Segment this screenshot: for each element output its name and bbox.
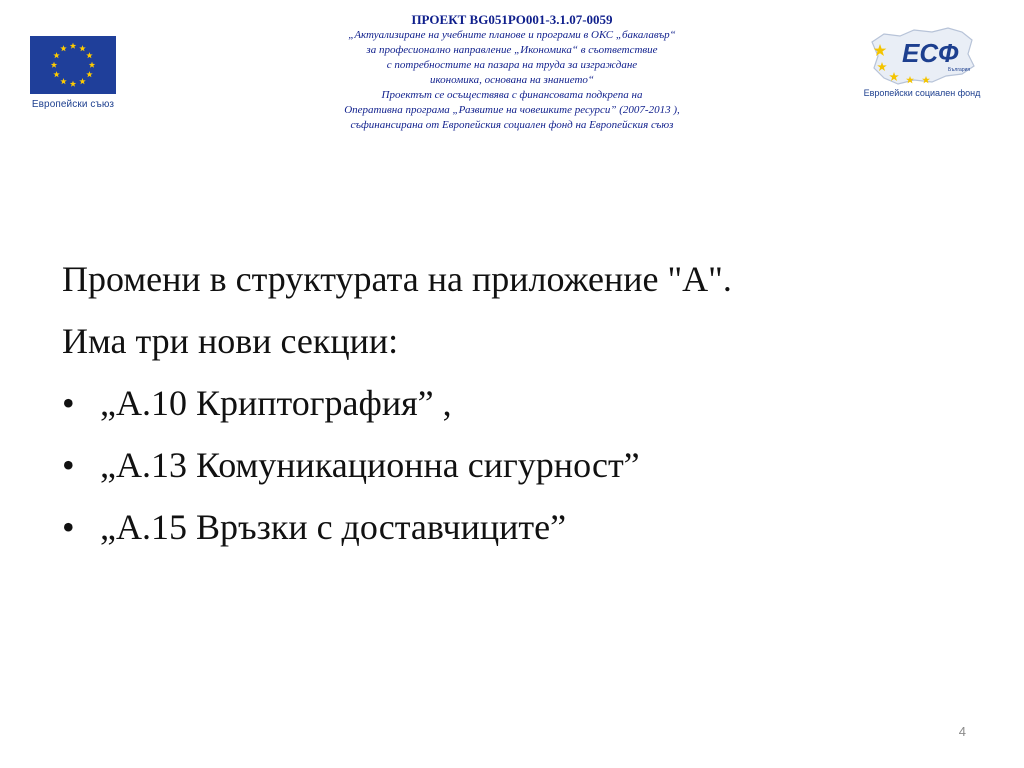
content-intro-line: Има три нови секции: <box>62 321 399 361</box>
list-item-text: „А.13 Комуникационна сигурност” <box>100 445 640 485</box>
list-item-text: „А.10 Криптография” , <box>100 383 452 423</box>
bullet-icon: • <box>62 507 75 547</box>
list-item <box>62 434 982 496</box>
page-number: 4 <box>958 724 966 739</box>
eu-logo <box>30 36 116 110</box>
project-info <box>250 12 774 133</box>
esf-country-text: България <box>948 67 971 73</box>
project-line: Оперативна програма „Развитие на човешките ресурси” (2007-2013 ), <box>344 104 680 116</box>
esf-logo <box>858 24 986 98</box>
project-line: за професионално направление „Икономика“ в съответствие <box>366 44 658 56</box>
project-line: съфинансирана от Европейския социален фонд на Европейския съюз <box>350 119 674 131</box>
slide-content <box>62 248 982 558</box>
list-item-text: „А.15 Връзки с доставчиците” <box>100 507 567 547</box>
esf-map-icon <box>862 24 982 88</box>
eu-logo-caption: Европейски съюз <box>31 99 115 110</box>
project-title: ПРОЕКТ BG051PO001-3.1.07-0059 <box>411 12 613 27</box>
content-heading-line: Промени в структурата на приложение "А". <box>62 259 732 299</box>
project-line: икономика, основана на знанието“ <box>429 74 595 86</box>
bullet-icon: • <box>62 383 75 423</box>
esf-logo-caption: Европейски социален фонд <box>863 88 981 98</box>
list-item <box>62 496 982 558</box>
esf-mark-text: ЕСФ <box>902 38 959 68</box>
bullet-icon: • <box>62 445 75 485</box>
list-item <box>62 372 982 434</box>
sections-list <box>62 372 982 558</box>
project-line: „Актуализиране на учебните планове и програми в ОКС „бакалавър“ <box>348 29 676 41</box>
project-line: Проектът се осъществява с финансовата подкрепа на <box>381 89 643 101</box>
project-line: с потребностите на пазара на труда за изграждане <box>386 59 638 71</box>
eu-flag-icon <box>30 36 116 94</box>
